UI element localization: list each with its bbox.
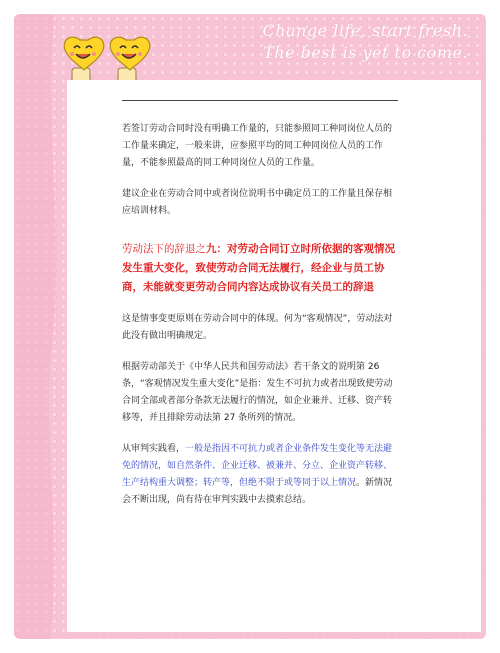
paragraph-4: 根据劳动部关于《中华人民共和国劳动法》若干条文的说明第 26 条，“客观情况发生重大变化”是指：发生不可抗力或者出现致使劳动合同全部或者部分条款无法履行的情况，如企业兼并、迁移、资产转移等，并且排除劳动法第 27 条所列的情况。: [122, 362, 393, 423]
slogan-line-2: The best is yet to come.: [263, 43, 468, 62]
section-heading: [122, 240, 398, 297]
paragraph-3: 这是情事变更原则在劳动合同中的体现。何为“客观情况”，劳动法对此没有做出明确规定。: [122, 314, 393, 341]
slogan-line-1: Change life, start fresh.: [262, 21, 468, 40]
heading-text: 九：对劳动合同订立时所依据的客观情况发生重大变化，致使劳动合同无法履行，经企业与员工协商，未能就变更劳动合同内容达成协议有关员工的辞退: [122, 243, 395, 293]
paragraph-2: 建议企业在劳动合同中或者岗位说明书中确定员工的工作量且保存相应培训材料。: [122, 189, 393, 216]
paragraph-5: [122, 441, 398, 509]
decorative-wave: [14, 14, 74, 639]
top-rule: [122, 100, 398, 101]
document-body: [122, 100, 398, 523]
slogan: [263, 20, 468, 64]
paragraph-1: 若签订劳动合同时没有明确工作量的，只能参照同工种同岗位人员的工作量来确定，一般来讲，应参照平均的同工种同岗位人员的工作量，不能参照最高的同工种同岗位人员的工作量。: [122, 124, 393, 168]
paragraph-5-start: 从审判实践看，: [122, 444, 186, 454]
heading-prefix: 劳动法下的辞退之: [122, 243, 206, 255]
paragraph-5-end: 。新情况会不断出现，尚有待在审判实践中去摸索总结。: [122, 478, 393, 505]
paragraph-5-highlight: 一般是指因不可抗力或者企业条件发生变化等无法避免的情况，如自然条件、企业迁移、被兼并、分立、企业资产转移、生产结构重大调整；转产等，但绝不限于或等同于以上情况: [122, 444, 393, 488]
